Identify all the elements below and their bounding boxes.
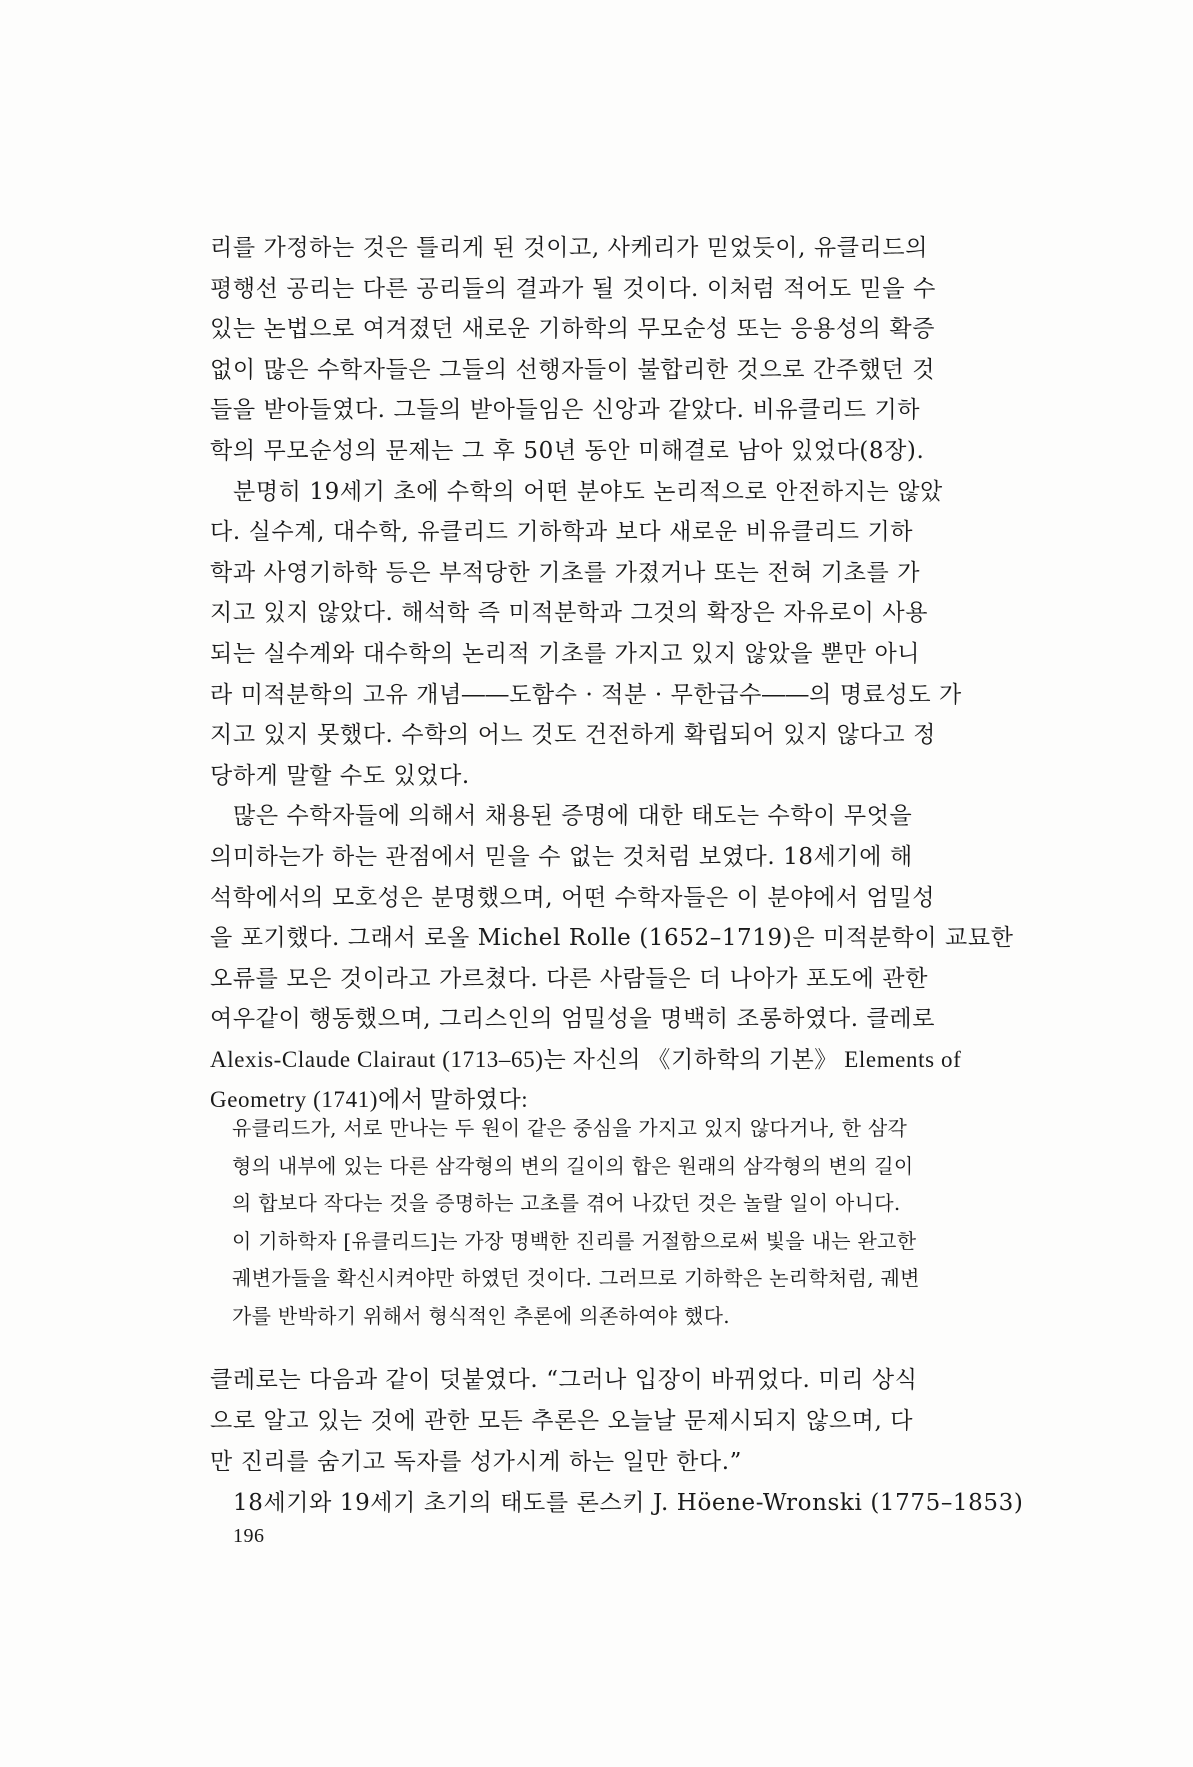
quote-line: 이 기하학자 [유클리드]는 가장 명백한 진리를 거절함으로써 빛을 내는 완고한 [232,1228,917,1253]
quote-line: 가를 반박하기 위해서 형식적인 추론에 의존하여야 했다. [232,1303,730,1328]
text-line: 들을 받아들였다. 그들의 받아들임은 신앙과 같았다. 비유클리드 기하 [210,397,921,424]
text-line: 오류를 모은 것이라고 가르쳤다. 다른 사람들은 더 나아가 포도에 관한 [210,965,929,992]
text-line: 라 미적분학의 고유 개념――도함수 · 적분 · 무한급수――의 명료성도 가 [210,681,962,708]
text-line: Geometry (1741)에서 말하였다: [210,1087,529,1113]
quote-line: 유클리드가, 서로 만나는 두 원이 같은 중심을 가지고 있지 않다거나, 한 삼각 [232,1116,908,1140]
text-line: 의미하는가 하는 관점에서 믿을 수 없는 것처럼 보였다. 18세기에 해 [210,843,913,870]
page-number: 196 [233,1525,265,1547]
quote-line: 형의 내부에 있는 다른 삼각형의 변의 길이의 합은 원래의 삼각형의 변의 길이 [232,1153,914,1178]
text-line: Alexis-Claude Clairaut (1713–65)는 자신의 《기하학의 기본》 Elements of [210,1046,962,1072]
text-line: 없이 많은 수학자들은 그들의 선행자들이 불합리한 것으로 간주했던 것 [210,356,936,383]
text-line: 만 진리를 숨기고 독자를 성가시게 하는 일만 한다.” [210,1449,743,1475]
quote-line: 의 합보다 작다는 것을 증명하는 고초를 겪어 나갔던 것은 놀랄 일이 아니다. [232,1191,901,1215]
text-line: 석학에서의 모호성은 분명했으며, 어떤 수학자들은 이 분야에서 엄밀성 [210,884,936,911]
text-line: 지고 있지 않았다. 해석학 즉 미적분학과 그것의 확장은 자유로이 사용 [210,600,929,627]
block-quote [232,1110,1052,1335]
quote-line: 궤변가들을 확신시켜야만 하였던 것이다. 그러므로 기하학은 논리학처럼, 궤변 [232,1266,920,1290]
text-line: 당하게 말할 수도 있었다. [210,762,470,789]
text-line: 지고 있지 못했다. 수학의 어느 것도 건전하게 확립되어 있지 않다고 정 [210,722,936,749]
text-line: 다. 실수계, 대수학, 유클리드 기하학과 보다 새로운 비유클리드 기하 [210,519,914,546]
text-line: 있는 논법으로 여겨졌던 새로운 기하학의 무모순성 또는 응용성의 확증 [210,316,936,343]
text-line: 여우같이 행동했으며, 그리스인의 엄밀성을 명백히 조롱하였다. 클레로 [210,1006,936,1033]
text-line: 학의 무모순성의 문제는 그 후 50년 동안 미해결로 남아 있었다(8장). [210,437,925,464]
text-line: 으로 알고 있는 것에 관한 모든 추론은 오늘날 문제시되지 않으며, 다 [210,1408,914,1434]
text-line: 분명히 19세기 초에 수학의 어떤 분야도 논리적으로 안전하지는 않았 [233,478,943,505]
text-line: 클레로는 다음과 같이 덧붙였다. “그러나 입장이 바뀌었다. 미리 상식 [210,1367,918,1393]
text-line: 평행선 공리는 다른 공리들의 결과가 될 것이다. 이처럼 적어도 믿을 수 [210,275,936,302]
text-line: 18세기와 19세기 초기의 태도를 론스키 J. Höene-Wronski (1775–1853) [233,1490,1024,1516]
main-text [210,228,1055,1121]
text-line: 많은 수학자들에 의해서 채용된 증명에 대한 태도는 수학이 무엇을 [233,803,913,830]
text-line: 학과 사영기하학 등은 부적당한 기초를 가졌거나 또는 전혀 기초를 가 [210,559,921,586]
text-line: 되는 실수계와 대수학의 논리적 기초를 가지고 있지 않았을 뿐만 아니 [210,640,921,667]
continuation-text [210,1360,1055,1524]
text-line: 을 포기했다. 그래서 로올 Michel Rolle (1652–1719)은 미적분학이 교묘한 [210,925,1014,952]
text-line: 리를 가정하는 것은 틀리게 된 것이고, 사케리가 믿었듯이, 유클리드의 [210,235,929,261]
